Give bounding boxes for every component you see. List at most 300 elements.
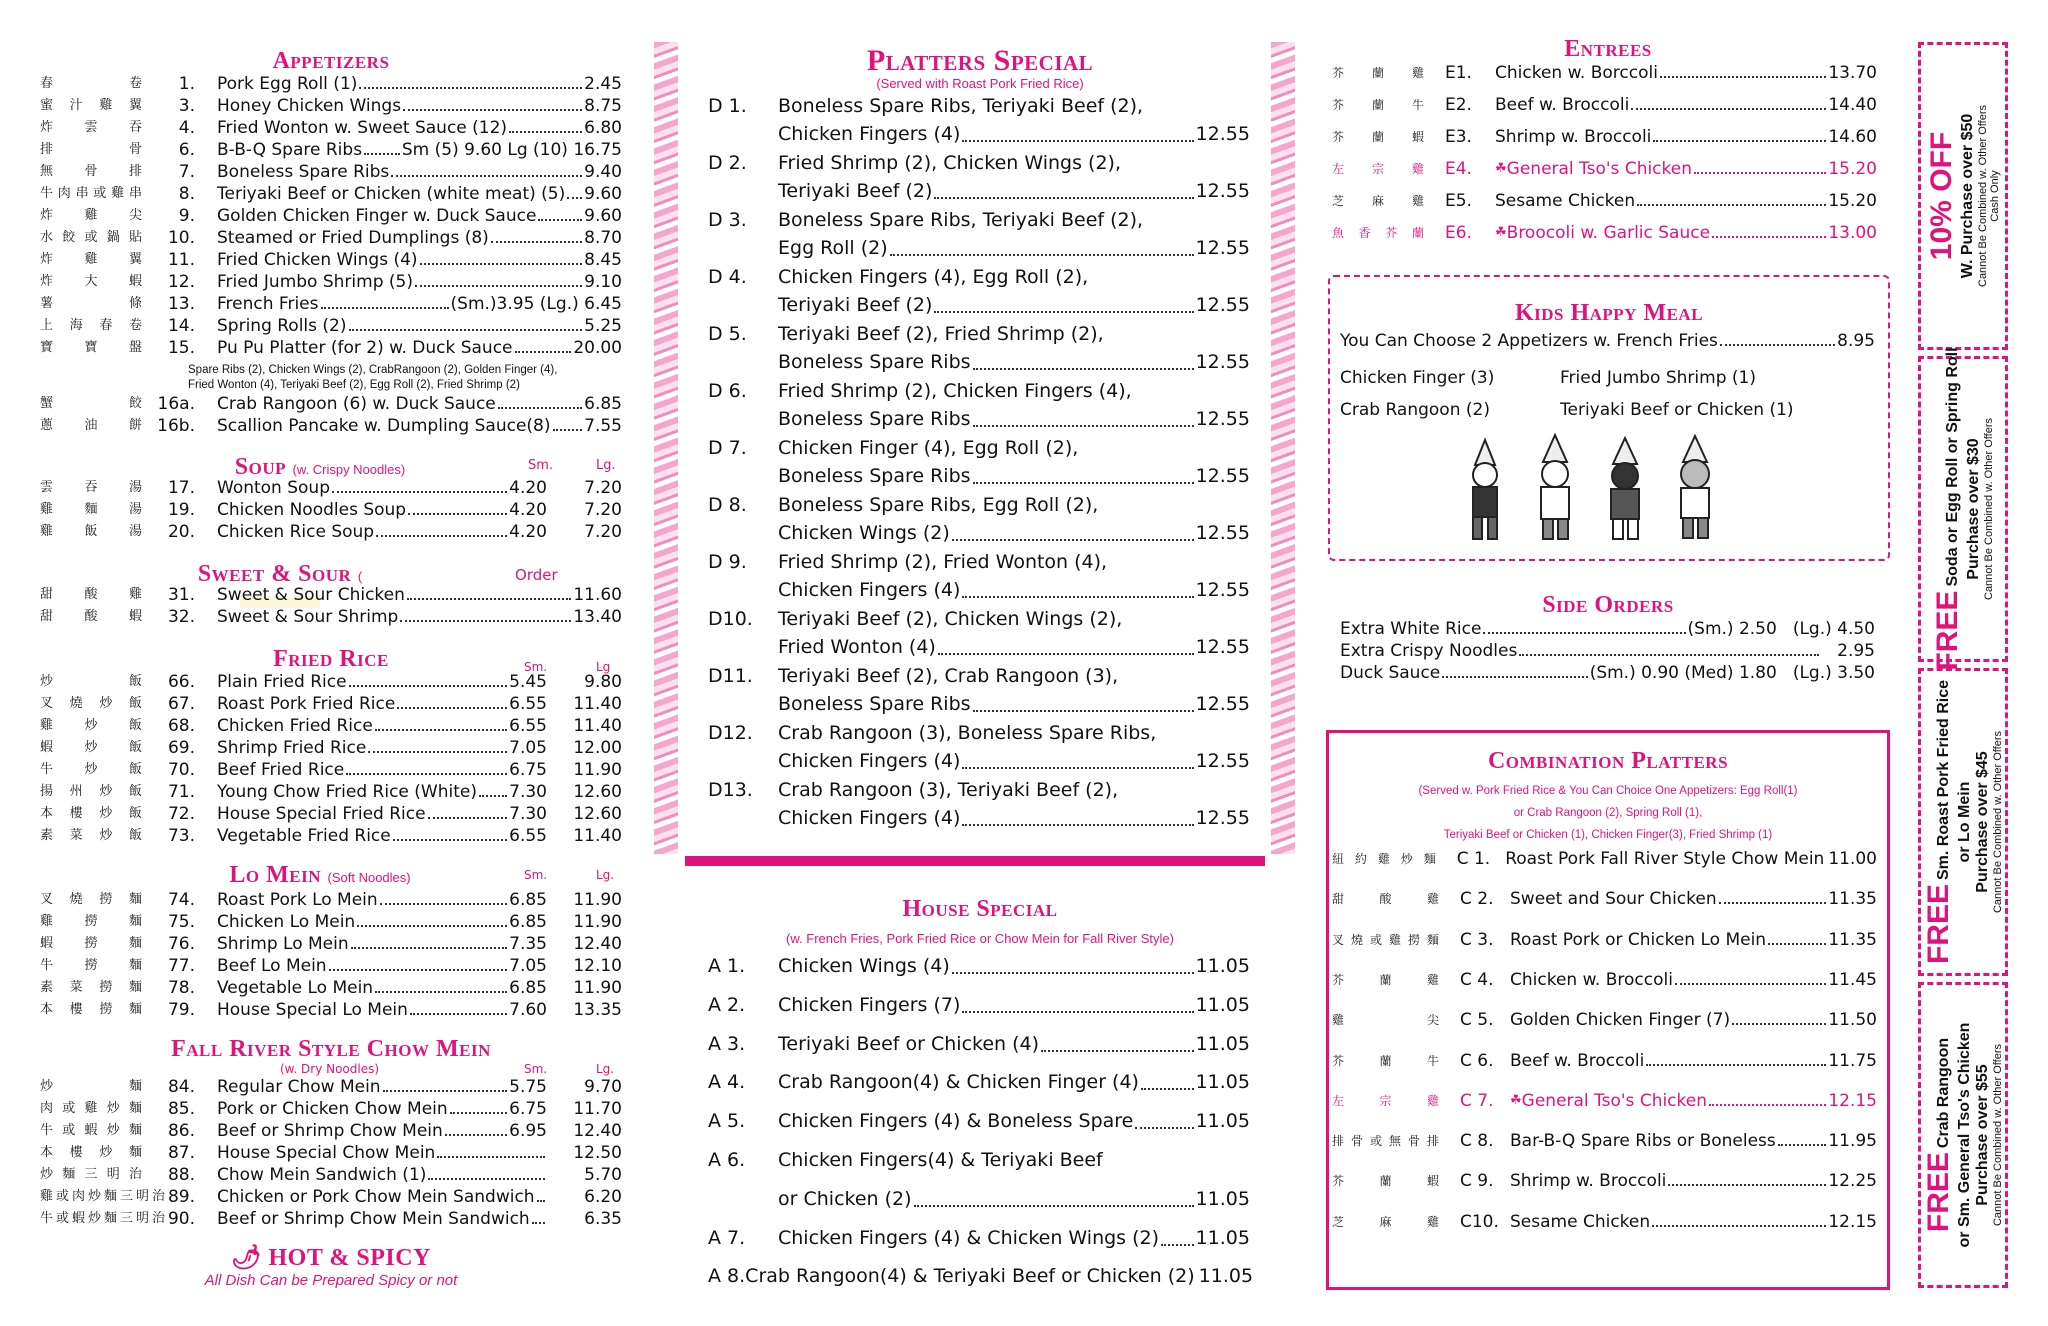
menu-item-row	[40, 977, 622, 999]
kids-meal-row	[1340, 330, 1875, 352]
price-small: 7.05	[509, 738, 547, 758]
menu-item-row	[40, 271, 622, 293]
price-large: 9.80	[584, 672, 622, 692]
price-large: 12.10	[573, 956, 622, 976]
item-name: Chicken or Pork Chow Mein Sandwich	[217, 1187, 535, 1207]
platter-item	[708, 548, 1250, 576]
platter-line-1: Chicken Fingers (4), Egg Roll (2),	[778, 266, 1089, 288]
price-large: 12.40	[573, 1121, 622, 1141]
chili-pepper-icon: 🌶	[231, 1245, 263, 1271]
soup-title-text: Soup	[234, 454, 287, 480]
item-code: C 3.	[1460, 929, 1494, 950]
price-small: 6.95	[509, 1121, 547, 1141]
chinese-name: 素菜炒飯	[40, 828, 145, 843]
price: 11.05	[1195, 1187, 1250, 1210]
item-code	[708, 1185, 778, 1213]
item-name: Chicken Lo Mein	[217, 912, 356, 932]
dot-leader	[1161, 1224, 1194, 1246]
menu-item-row	[1332, 1009, 1877, 1031]
price-large: 11.90	[573, 912, 622, 932]
price: 12.55	[1195, 180, 1250, 202]
item-number: 17.	[167, 478, 195, 498]
item-name: Shrimp w. Broccoli	[1495, 127, 1652, 147]
platter-line-2: Boneless Spare Ribs	[778, 693, 971, 715]
item-name: Roast Pork Lo Mein	[217, 890, 378, 910]
note-line: Fried Wonton (4), Teriyaki Beef (2), Egg Roll (2), Fried Shrimp (2)	[188, 379, 520, 391]
platter-item-line-2	[778, 576, 1250, 604]
item-name: Roast Pork Fried Rice	[217, 694, 396, 714]
menu-item-row	[1332, 848, 1877, 870]
house-special-item	[708, 1224, 1250, 1252]
hot-spicy-text: HOT & SPICY	[268, 1245, 431, 1271]
dot-leader	[383, 1090, 508, 1092]
dot-leader	[1141, 1068, 1194, 1090]
price: 12.55	[1195, 807, 1250, 829]
item-number: 32.	[167, 607, 195, 627]
item-number: 13.	[167, 294, 195, 314]
item-code: A 6.	[708, 1149, 746, 1171]
menu-item-row	[40, 499, 622, 521]
price: 9.40	[584, 162, 622, 182]
item-number: 89.	[167, 1187, 195, 1207]
chinese-name: 芥蘭蝦	[1332, 1174, 1442, 1189]
house-special-item	[708, 1146, 1250, 1174]
chow-mein-note: (w. Dry Noodles)	[280, 1062, 380, 1076]
coupon-item: Soda or Egg Roll or Spring Roll	[1944, 347, 1961, 587]
chinese-name: 無骨排	[40, 164, 145, 179]
chinese-name: 本樓撈麵	[40, 1002, 145, 1017]
dot-leader	[364, 153, 400, 155]
appetizers-title: Appetizers	[272, 48, 390, 74]
menu-item-row	[1332, 888, 1877, 910]
coupon-text	[1931, 347, 1995, 670]
platter-line-2: Boneless Spare Ribs	[778, 351, 971, 373]
menu-item-row	[40, 825, 622, 847]
platter-item-line-2	[778, 519, 1250, 547]
item-name: Extra White Rice	[1340, 619, 1482, 639]
coupon-offer: FREE	[1922, 884, 1955, 965]
item-name: or Chicken (2)	[778, 1187, 912, 1210]
item-name: Extra Crispy Noodles	[1340, 641, 1518, 661]
item-name: Beef Fried Rice	[217, 760, 345, 780]
item-number: 15.	[167, 338, 195, 358]
platter-line-2: Chicken Wings (2)	[778, 522, 950, 544]
item-name: Sweet & Sour Shrimp	[217, 607, 399, 627]
coupon-restriction: Cannot Be Combined w. Other Offers	[1983, 418, 1995, 600]
chinese-name: 炒麵	[40, 1079, 145, 1094]
platter-item	[708, 776, 1250, 804]
item-name: Pork Egg Roll (1)	[217, 74, 358, 94]
dot-leader	[952, 519, 1194, 541]
price-large: 11.70	[573, 1099, 622, 1119]
coupon[interactable]	[1918, 668, 2008, 976]
item-name: Shrimp w. Broccoli	[1510, 1171, 1667, 1192]
coupon-headline	[1925, 105, 1959, 287]
price: 11.60	[573, 585, 622, 605]
platter-code: D 9.	[708, 551, 747, 573]
kid-figure-1	[1473, 440, 1497, 539]
dot-leader	[973, 462, 1194, 484]
entrees-title: Entrees	[1564, 36, 1652, 62]
lo-mein-note: (Soft Noodles)	[327, 870, 411, 885]
platters-note: (Served with Roast Pork Fried Rice)	[876, 76, 1084, 91]
coupon-offer: FREE	[1931, 590, 1964, 671]
item-number: 14.	[167, 316, 195, 336]
platter-item-line-2	[778, 120, 1250, 148]
menu-item-row	[40, 227, 622, 249]
item-name: Broocoli w. Garlic Sauce	[1506, 223, 1711, 243]
price: 14.60	[1828, 127, 1877, 147]
menu-item-row	[40, 737, 622, 759]
dot-leader	[962, 991, 1193, 1013]
chinese-name: 排骨	[40, 142, 145, 157]
item-code: C 9.	[1460, 1171, 1494, 1192]
menu-item-row	[40, 1142, 622, 1164]
item-name: Steamed or Fried Dumplings (8)	[217, 228, 489, 248]
price-large: 11.40	[573, 694, 622, 714]
chinese-name: 蔥油餅	[40, 418, 145, 433]
item-code: E2.	[1445, 95, 1472, 115]
price: 9.10	[584, 272, 622, 292]
item-name: Shrimp Lo Mein	[217, 934, 349, 954]
item-code: E1.	[1445, 63, 1472, 83]
price: 15.20	[1828, 159, 1877, 179]
dot-leader	[934, 177, 1193, 199]
chinese-name: 芥蘭牛	[1332, 1053, 1442, 1068]
item-name: Duck Sauce	[1340, 663, 1441, 683]
dot-leader	[973, 405, 1194, 427]
chinese-name: 蟹餃	[40, 396, 145, 411]
item-code: E5.	[1445, 191, 1472, 211]
platter-item	[708, 320, 1250, 348]
price: 11.95	[1828, 1131, 1877, 1152]
price: 14.40	[1828, 95, 1877, 115]
price: 11.05	[1195, 993, 1250, 1016]
chinese-name: 牛或蝦炒麵三明治	[40, 1211, 169, 1226]
price-small: 6.85	[509, 890, 547, 910]
platter-code: D 8.	[708, 494, 747, 516]
price: 8.70	[584, 228, 622, 248]
menu-item-row	[40, 781, 622, 803]
item-number: 31.	[167, 585, 195, 605]
price: 11.45	[1828, 969, 1877, 990]
dot-leader	[973, 690, 1194, 712]
item-number: 84.	[167, 1077, 195, 1097]
item-name: Fried Chicken Wings (4)	[217, 250, 418, 270]
dot-leader	[329, 969, 508, 971]
item-code: A 4.	[708, 1071, 746, 1094]
item-code: A 2.	[708, 993, 746, 1016]
item-name: Teriyaki Beef or Chicken (white meat) (5)	[217, 184, 566, 204]
note-line: Teriyaki Beef or Chicken (1), Chicken Finger(3), Fried Shrimp (1)	[1443, 829, 1773, 841]
item-name: Sweet & Sour Chicken	[217, 585, 405, 605]
item-name: Beef w. Broccoli	[1510, 1050, 1645, 1071]
menu-item-row	[40, 415, 622, 437]
coupon-condition: Purchase over $45	[1974, 751, 1991, 893]
note-line: or Crab Rangoon (2), Spring Roll (1),	[1513, 807, 1703, 819]
chili-pepper-icon: ☘	[1495, 161, 1507, 176]
platter-code: D13.	[708, 779, 753, 801]
price: 9.60	[584, 184, 622, 204]
platter-line-1: Boneless Spare Ribs, Teriyaki Beef (2),	[778, 95, 1144, 117]
dot-leader	[437, 1156, 545, 1158]
chinese-name: 蜜汁雞翼	[40, 98, 145, 113]
item-number: 10.	[167, 228, 195, 248]
coupon-item-2: or Lo Mein	[1956, 781, 1973, 863]
platter-code: D 4.	[708, 266, 747, 288]
platter-item	[708, 491, 1250, 519]
price: 15.20	[1828, 191, 1877, 211]
price-small: 6.75	[509, 1099, 547, 1119]
item-name: Chicken Fingers (4) & Boneless Spare	[778, 1110, 1134, 1133]
dot-leader	[532, 1222, 545, 1224]
pink-divider-bar	[685, 856, 1265, 866]
dot-leader	[962, 576, 1193, 598]
menu-item-row	[40, 933, 622, 955]
dot-leader	[498, 407, 582, 409]
platters-title: Platters Special	[866, 44, 1094, 77]
platter-line-1: Teriyaki Beef (2), Fried Shrimp (2),	[778, 323, 1104, 345]
price: 5.25	[584, 316, 622, 336]
price-small: 6.85	[509, 912, 547, 932]
menu-item-row	[1332, 190, 1877, 212]
menu-item-row	[40, 803, 622, 825]
coupon-offer: FREE	[1922, 1152, 1955, 1233]
price-small: (Sm.) 0.90 (Med) 1.80	[1589, 663, 1777, 683]
price-large: 7.20	[584, 500, 622, 520]
price-small: 5.45	[509, 672, 547, 692]
item-name: Plain Fried Rice	[217, 672, 347, 692]
dot-leader	[1637, 204, 1826, 206]
platter-line-1: Chicken Finger (4), Egg Roll (2),	[778, 437, 1079, 459]
platter-item	[708, 149, 1250, 177]
price: 11.05	[1195, 1110, 1250, 1133]
dot-leader	[408, 513, 507, 515]
chinese-name: 甜酸蝦	[40, 609, 145, 624]
menu-item-row	[40, 1120, 622, 1142]
coupon[interactable]	[1918, 982, 2008, 1288]
chinese-name: 牛或蝦炒麵	[40, 1123, 145, 1138]
coupon-text	[1922, 680, 2004, 964]
item-code: C 4.	[1460, 969, 1494, 990]
coupon-text	[1922, 1023, 2004, 1248]
chinese-name: 叉燒或雞撈麵	[1332, 932, 1442, 947]
price: 11.05	[1195, 1071, 1250, 1094]
coupon[interactable]	[1918, 42, 2008, 350]
chinese-name: 炸雞尖	[40, 208, 145, 223]
order-label: Order	[515, 566, 558, 584]
chinese-name: 魚香芥蘭	[1332, 226, 1427, 240]
dot-leader	[420, 263, 583, 265]
item-name: Crab Rangoon(4) & Chicken Finger (4)	[778, 1071, 1139, 1094]
chinese-name: 雲吞湯	[40, 480, 145, 495]
chinese-name: 上海春卷	[40, 318, 145, 333]
fried-rice-title: Fried Rice	[273, 646, 389, 672]
dot-leader	[1631, 108, 1826, 110]
platter-line-2: Teriyaki Beef (2)	[778, 294, 933, 316]
soup-note: (w. Crispy Noodles)	[292, 462, 406, 477]
item-code: A 8.	[708, 1265, 746, 1288]
platter-line-1: Teriyaki Beef (2), Crab Rangoon (3),	[778, 665, 1119, 687]
menu-item-row	[1332, 1050, 1877, 1072]
menu-item-row	[40, 521, 622, 543]
price: 12.55	[1195, 465, 1250, 487]
item-name: Golden Chicken Finger (7)	[1510, 1010, 1731, 1031]
price: 12.55	[1195, 237, 1250, 259]
chinese-name: 炸雞翼	[40, 252, 145, 267]
menu-item-row	[1332, 1170, 1877, 1192]
item-name: Wonton Soup	[217, 478, 330, 498]
item-code: A 5.	[708, 1110, 746, 1133]
item-number: 1.	[178, 74, 195, 94]
menu-item-row	[1332, 126, 1877, 148]
price: 11.50	[1828, 1010, 1877, 1031]
chinese-name: 薯條	[40, 296, 145, 311]
dot-leader	[537, 1200, 545, 1202]
price-small: 7.30	[509, 804, 547, 824]
price: 20.00	[573, 338, 622, 358]
coupon-condition: Purchase over $55	[1974, 1064, 1991, 1206]
platter-item	[708, 434, 1250, 462]
item-name: Scallion Pancake w. Dumpling Sauce(8)	[217, 416, 551, 436]
item-name: Shrimp Fried Rice	[217, 738, 367, 758]
chinese-name: 雞撈麵	[40, 914, 145, 929]
chinese-name: 排骨或無骨排	[1332, 1134, 1442, 1149]
price: 11.75	[1828, 1050, 1877, 1071]
price-large: (Lg.) 3.50	[1792, 663, 1875, 683]
chinese-name: 揚州炒飯	[40, 784, 145, 799]
price: (Sm.)3.95 (Lg.) 6.45	[450, 294, 622, 314]
chinese-name: 雞炒飯	[40, 718, 145, 733]
platter-item	[708, 605, 1250, 633]
menu-item-row	[1332, 1211, 1877, 1233]
price-large: 12.60	[573, 804, 622, 824]
dot-leader	[450, 1112, 507, 1114]
menu-item-row	[1332, 158, 1877, 180]
platter-item	[708, 662, 1250, 690]
menu-item-row	[40, 1076, 622, 1098]
chinese-name: 紐約雞炒麵	[1332, 852, 1439, 866]
item-name: Chicken Fried Rice	[217, 716, 373, 736]
dot-leader	[1719, 902, 1827, 904]
price-large: 11.40	[573, 826, 622, 846]
dot-leader	[400, 620, 571, 622]
item-name: French Fries	[217, 294, 319, 314]
platter-item	[708, 719, 1250, 747]
coupon[interactable]	[1918, 347, 2008, 671]
combination-title: Combination Platters	[1487, 748, 1729, 774]
coupon-restriction: Cannot Be Combined w. Other Offers	[1977, 105, 1989, 287]
price-small: 7.60	[509, 1000, 547, 1020]
item-name: Chicken Noodles Soup	[217, 500, 407, 520]
item-code: E4.	[1445, 159, 1472, 179]
item-name: Honey Chicken Wings	[217, 96, 402, 116]
item-number: 79.	[167, 1000, 195, 1020]
price: 11.05	[1195, 955, 1250, 977]
col-sm: Sm.	[528, 458, 554, 473]
item-number: 88.	[167, 1165, 195, 1185]
menu-item-row	[40, 715, 622, 737]
note-line: (Served w. Pork Fried Rice & You Can Choice One Appetizers: Egg Roll(1)	[1418, 785, 1798, 797]
item-number: 9.	[178, 206, 195, 226]
lo-mein-title	[180, 862, 460, 889]
item-name: House Special Fried Rice	[217, 804, 426, 824]
item-name: Beef or Shrimp Chow Mein	[217, 1121, 443, 1141]
sweet-sour-note: (	[357, 569, 363, 584]
menu-item-row	[40, 73, 622, 95]
item-name: Beef Lo Mein	[217, 956, 327, 976]
price-small: 6.55	[509, 826, 547, 846]
dot-leader	[391, 175, 582, 177]
menu-item-row	[40, 183, 622, 205]
decorative-border-left	[654, 42, 678, 854]
chinese-name: 牛肉串或雞串	[40, 186, 145, 201]
col-lg: Lg	[596, 660, 611, 674]
item-name: Chicken w. Borccoli	[1495, 63, 1658, 83]
menu-item-row	[40, 1208, 622, 1230]
item-number: 16b.	[157, 416, 195, 436]
menu-item-row	[40, 1186, 622, 1208]
platter-code: D12.	[708, 722, 753, 744]
dot-leader	[357, 925, 507, 927]
platter-line-1: Boneless Spare Ribs, Teriyaki Beef (2),	[778, 209, 1144, 231]
dot-leader	[349, 329, 583, 331]
chinese-name: 左宗雞	[1332, 162, 1427, 176]
platter-line-2: Boneless Spare Ribs	[778, 465, 971, 487]
chinese-name: 牛撈麵	[40, 958, 145, 973]
dot-leader	[1442, 676, 1587, 678]
item-name: Sweet and Sour Chicken	[1510, 889, 1717, 910]
menu-item-row	[40, 337, 622, 359]
chinese-name: 芥蘭雞	[1332, 66, 1427, 80]
house-special-title: House Special	[902, 896, 1058, 922]
dot-leader	[914, 1185, 1194, 1207]
kids-option: Crab Rangoon (2)	[1340, 400, 1490, 420]
menu-item-row	[40, 955, 622, 977]
item-number: 75.	[167, 912, 195, 932]
platter-item-line-2	[778, 234, 1250, 262]
col-sm: Sm.	[524, 868, 548, 882]
chinese-name: 春卷	[40, 76, 145, 91]
item-name: Chicken w. Broccoli	[1510, 969, 1673, 990]
dot-leader	[359, 87, 582, 89]
dot-leader	[1709, 1104, 1826, 1106]
price: 12.55	[1195, 636, 1250, 658]
dot-leader	[410, 1013, 507, 1015]
item-name: Fried Jumbo Shrimp (5)	[217, 272, 413, 292]
item-code: C 1.	[1456, 849, 1491, 869]
dot-leader	[1732, 1023, 1826, 1025]
kids-option: Teriyaki Beef or Chicken (1)	[1560, 400, 1794, 420]
item-name: Regular Chow Mein	[217, 1077, 381, 1097]
item-number: 74.	[167, 890, 195, 910]
platter-line-2: Chicken Fingers (4)	[778, 750, 961, 772]
platter-item-line-2	[778, 177, 1250, 205]
item-number: 7.	[178, 162, 195, 182]
col-lg: Lg.	[596, 1062, 615, 1076]
item-number: 12.	[167, 272, 195, 292]
item-name: Beef or Shrimp Chow Mein Sandwich	[217, 1209, 530, 1229]
dot-leader	[962, 804, 1193, 826]
house-special-item	[708, 1107, 1250, 1135]
platter-line-1: Crab Rangoon (3), Teriyaki Beef (2),	[778, 779, 1119, 801]
menu-item-row	[40, 477, 622, 499]
combination-note	[1326, 780, 1890, 846]
platter-item-line-2	[778, 405, 1250, 433]
coupon-restriction: Cannot Be Combined w. Other Offers	[1992, 1044, 2004, 1227]
price: Sm (5) 9.60 Lg (10) 16.75	[401, 140, 622, 160]
dot-leader	[1694, 172, 1826, 174]
